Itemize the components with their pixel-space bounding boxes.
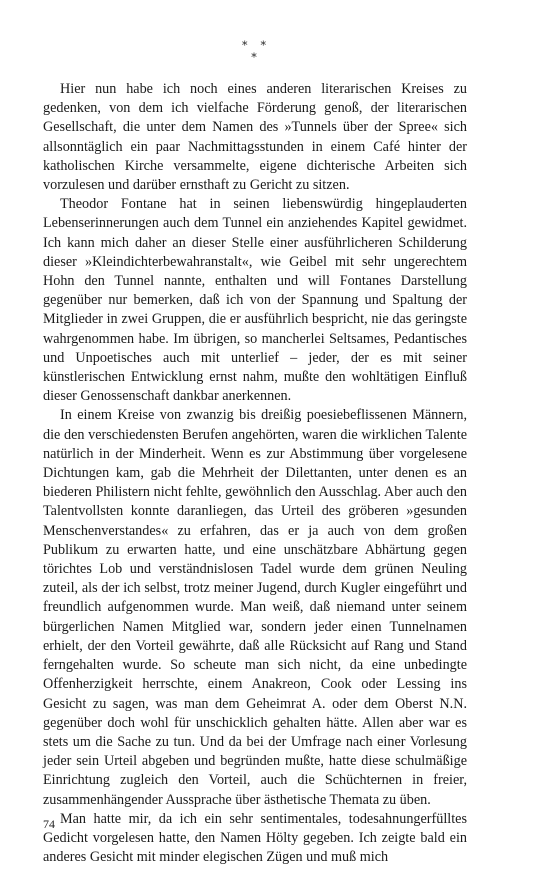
paragraph-1: Hier nun habe ich noch eines anderen literarischen Kreises zu gedenken, von dem ich vielfache Förderung genoß, der literarischen Gesellschaft, die unter dem Namen des »Tunnels über der Spree« sich allsonntäglich ein paar Nachmittagsstunden in einem Café hinter der katholischen Kirche versammelte, eigene dichterische Arbeiten sich vorzulesen und darüber ernsthaft zu Gericht zu sitzen. [43,81,467,194]
paragraph-2: Theodor Fontane hat in seinen liebenswürdig hingeplauderten Lebenserinnerungen auch dem Tunnel ein anziehendes Kapitel gewidmet. Ich kann mich daher an dieser Stelle einer ausführlicheren Schilderung dieser »Kleindichterbewahranstalt«, wie Geibel mit sehr ungerechtem Hohn den Tunnel nannte, enthalten und will Fontanes Darstellung gegenüber nur bemerken, daß ich von der Spannung und Spaltung der Mitglieder in zwei Gruppen, die er ausführlich bespricht, nie das geringste wahrgenommen habe. Im übrigen, so mancherlei Seltsames, Pedantisches und Unpoetisches auch mit unterlief – jeder, der es mit seiner künstlerischen Entwicklung ernst nahm, mußte den wohltätigen Einfluß dieser Genossenschaft dankbar anerkennen. [43,196,467,405]
paragraph-3: In einem Kreise von zwanzig bis dreißig poesiebeflissenen Männern, die den verschiedensten Berufen angehörten, waren die wirklichen Talente natürlich in der Minderheit. Wenn es zur Abstimmung über vorgelesene Dichtungen kam, gab die Mehrheit der Dilettanten, unter denen es an biederen Philistern nicht fehlte, gewöhnlich den Ausschlag. Aber auch den Talentvollsten konnte daranliegen, das Urteil des gröberen »gesunden Menschenverstandes« zu erfahren, das er ja auch von dem großen Publikum zu erwarten hatte, und eine unschätzbare Abhärtung gegen törichtes Lob und verständnislosen Tadel wurde dem grünen Neuling zuteil, als der ich selbst, trotz meiner Jugend, durch Kugler eingeführt und freundlich aufgenommen wurde. Man weiß, daß niemand unter seinem bürgerlichen Namen Mitglied war, sondern jeder einen Tunnelnamen erhielt, der den Vorteil gewährte, daß alle Rücksicht auf Rang und Stand ferngehalten wurde. So scheute man sich nicht, da eine unbedingte Offenherzigkeit herrschte, einem Anakreon, Cook oder Lessing ins Gesicht zu sagen, was man dem Geheimrat A. oder dem Oberst N.N. gegenüber doch wohl für unschicklich gehalten hätte. Allen aber war es stets um die Sache zu tun. Und da bei der Umfrage nach einer Vorlesung jeder sein Urteil abgeben und begründen mußte, hatte diese schulmäßige Einrichtung zugleich den Vorteil, auch die Schüchternen in freier, zusammenhängender Aussprache über ästhetische Themata zu üben. [43,407,467,808]
book-page [43,0,467,880]
section-ornament [43,40,467,64]
body-text [43,80,467,867]
paragraph-4: Man hatte mir, da ich ein sehr sentimentales, todesahnungerfülltes Gedicht vorgelesen hatte, den Namen Hölty gegeben. Ich zeigte bald ein anderes Gesicht mit minder elegischen Zügen und muß mich [43,810,467,866]
asterism: * * * [242,39,268,64]
page-number: 74 [43,817,55,831]
